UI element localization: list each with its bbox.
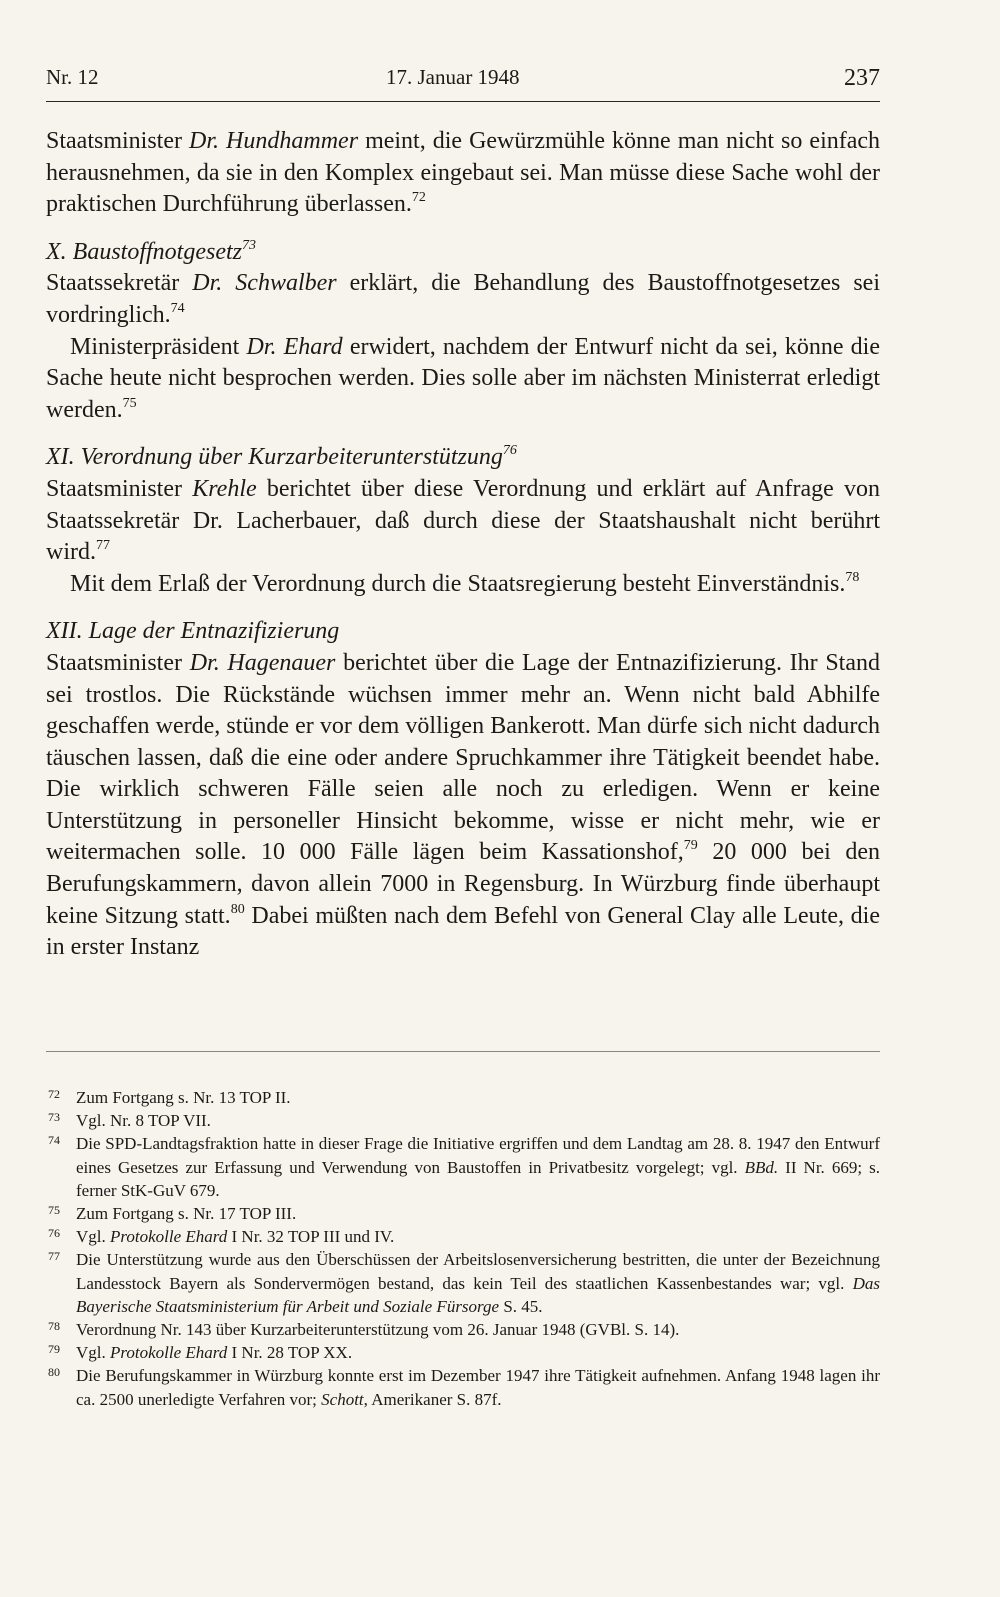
- footnote-rule: [46, 1051, 880, 1052]
- footnote-ref: 73: [241, 237, 256, 253]
- footnote-ref: 76: [502, 443, 517, 459]
- speaker-name: Krehle: [192, 475, 257, 502]
- page-number: 237: [844, 65, 880, 91]
- paragraph-schwalber: Staatssekretär Dr. Schwalber erklärt, die Behandlung des Baustoffnotgesetzes sei vordringlich.$^{74}$: [46, 270, 880, 328]
- footnote-ref: 77: [96, 538, 110, 554]
- paragraph-hagenauer: Staatsminister Dr. Hagenauer berichtet über die Lage der Entnazifizierung. Ihr Stand sei trostlos. Die Rückstände wüchsen immer mehr an. Wenn nicht bald Abhilfe geschaffen werde, stünde er vor dem völligen Bankerott. Man dürfe sich nicht dadurch täuschen lassen, daß die eine oder andere Spruchkammer ihre Tätigkeit beendet habe. Die wirklich schweren Fälle seien alle noch zu erledigen. Wenn er keine Unterstützung in personeller Hinsicht bekomme, wisse er nicht mehr, wie er weitermachen solle. 10 000 Fälle lägen beim Kassationshof,$^{79}$ 20 000 bei den Berufungskammern, davon allein 7000 in Regensburg. In Würzburg finde überhaupt keine Sitzung statt.$^{80}$ Dabei müßten nach dem Befehl von General Clay alle Leute, die in erster Instanz: [46, 649, 881, 961]
- footnote-74: 74 Die SPD-Landtagsfraktion hatte in dieser Frage die Initiative ergriffen und dem Landtag am 28. 8. 1947 den Entwurf eines Gesetzes zur Erfassung und Verwendung von Baustoffen in Privatbesitz vorgelegt; vgl. BBd. II Nr. 669; s. ferner StK-GuV 679.: [48, 1133, 880, 1200]
- footnote-77: 77 Die Unterstützung wurde aus den Überschüssen der Arbeitslosenversicherung bestritten, die unter der Bezeichnung Landesstock Bayern als Sondervermögen bestand, das kein Teil des staatlichen Kassenbestandes war; vgl. Das Bayerische Staatsministerium für Arbeit und Soziale Fürsorge S. 45.: [48, 1249, 880, 1316]
- footnote-ref: 72: [411, 190, 426, 206]
- paragraph-krehle: Staatsminister Krehle berichtet über diese Verordnung und erklärt auf Anfrage von Staatssekretär Dr. Lacherbauer, daß durch diese der Staatshaushalt nicht berührt wird.$^{77}$: [46, 475, 881, 566]
- footnote-75: 75 Zum Fortgang s. Nr. 17 TOP III.: [48, 1203, 297, 1224]
- body-text: [46, 126, 880, 964]
- footnote-79: 79 Vgl. Protokolle Ehard I Nr. 28 TOP XX.: [48, 1342, 353, 1363]
- document-number: Nr. 12: [46, 65, 99, 89]
- section-heading-xii: XII. Lage der Entnazifizierung: [46, 618, 340, 645]
- paragraph-ehard: Ministerpräsident Dr. Ehard erwidert, nachdem der Entwurf nicht da sei, könne die Sache heute nicht besprochen werden. Dies solle aber im nächsten Ministerrat erledigt werden.$^{75}$: [46, 333, 880, 423]
- speaker-name: Dr. Hagenauer: [189, 649, 336, 676]
- footnotes: [46, 1086, 880, 1411]
- section-heading-xi: XI. Verordnung über Kurzarbeiterunterstützung$^{76}$: [46, 443, 517, 471]
- footnote-73: 73 Vgl. Nr. 8 TOP VII.: [48, 1110, 211, 1131]
- footnote-ref: 79: [683, 838, 698, 854]
- paragraph-erlass: Mit dem Erlaß der Verordnung durch die Staatsregierung besteht Einverständnis.$^{78}$: [70, 569, 860, 597]
- header-date: 17. Januar 1948: [386, 65, 520, 89]
- footnote-80: 80 Die Berufungskammer in Würzburg konnte erst im Dezember 1947 ihre Tätigkeit aufnehmen. Anfang 1948 lagen ihr ca. 2500 unerledigte Verfahren vor; Schott, Amerikaner S. 87f.: [48, 1365, 880, 1409]
- speaker-name: Dr. Schwalber: [192, 270, 337, 297]
- running-header: [46, 62, 880, 96]
- footnote-ref: 75: [122, 395, 137, 411]
- footnote-ref: 78: [845, 569, 860, 585]
- speaker-name: Dr. Ehard: [246, 333, 343, 360]
- header-rule: [46, 101, 880, 102]
- footnote-72: 72 Zum Fortgang s. Nr. 13 TOP II.: [48, 1087, 291, 1107]
- footnote-ref: 74: [170, 300, 185, 316]
- speaker-name: Dr. Hundhammer: [189, 128, 359, 154]
- footnote-78: 78 Verordnung Nr. 143 über Kurzarbeiterunterstützung vom 26. Januar 1948 (GVBl. S. 14).: [48, 1319, 680, 1340]
- section-heading-x: X. Baustoffnotgesetz$^{73}$: [46, 237, 256, 265]
- paragraph-hundhammer: Staatsminister Dr. Hundhammer meint, die Gewürzmühle könne man nicht so einfach herausnehmen, da sie in den Komplex eingebaut sei. Man müsse diese Sache wohl der praktischen Durchführung überlassen.$^{72}$: [46, 128, 881, 218]
- footnote-76: 76 Vgl. Protokolle Ehard I Nr. 32 TOP III und IV.: [48, 1226, 395, 1247]
- footnote-ref: 80: [230, 901, 245, 917]
